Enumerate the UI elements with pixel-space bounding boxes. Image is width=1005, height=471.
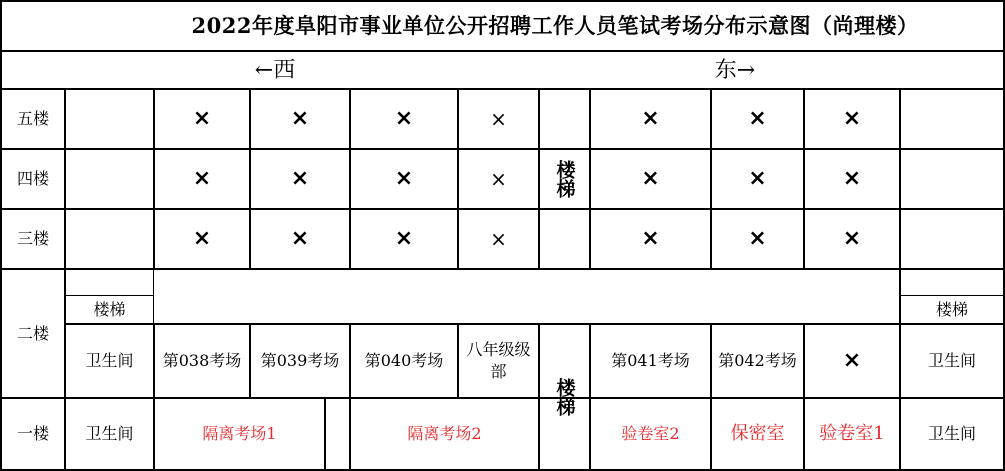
paper-check-room-2: 验卷室2: [621, 424, 680, 443]
unavailable-mark: ×: [641, 166, 660, 191]
grade8-office: [459, 325, 538, 397]
unavailable-mark: ×: [192, 166, 212, 191]
stairs-west: 楼梯: [93, 299, 126, 319]
unavailable-mark: ×: [490, 107, 507, 131]
restroom-west-f2: 卫生间: [85, 351, 134, 370]
unavailable-mark: ×: [842, 226, 862, 251]
restroom-west-f1: 卫生间: [85, 424, 134, 443]
unavailable-mark: ×: [192, 226, 212, 251]
unavailable-mark: ×: [748, 166, 767, 191]
floor-label-5: 五楼: [16, 109, 49, 128]
restroom-east-f2: 卫生间: [927, 351, 976, 370]
unavailable-mark: ×: [394, 106, 414, 131]
page-title: 2022年度阜阳市事业单位公开招聘工作人员笔试考场分布示意图（尚理楼）: [191, 13, 919, 38]
exam-room-039: 第039考场: [260, 351, 340, 370]
floor-label-1: 一楼: [16, 424, 49, 443]
grid-line: [0, 50, 1005, 52]
unavailable-mark: ×: [394, 166, 414, 191]
unavailable-mark: ×: [490, 227, 507, 251]
floor-label-4: 四楼: [16, 169, 49, 188]
exam-room-038: 第038考场: [162, 351, 242, 370]
secrecy-room: 保密室: [730, 423, 785, 444]
grid-line: [153, 268, 154, 323]
unavailable-mark: ×: [748, 226, 767, 251]
unavailable-mark: ×: [290, 166, 310, 191]
grid-line: [0, 268, 1005, 270]
unavailable-mark: ×: [641, 226, 660, 251]
unavailable-mark: ×: [290, 106, 310, 131]
floor-label-2: 二楼: [16, 323, 49, 343]
stairwell-label: 楼梯: [553, 378, 576, 416]
unavailable-mark: ×: [842, 166, 862, 191]
unavailable-mark: ×: [394, 226, 414, 251]
exam-room-040: 第040考场: [364, 351, 444, 370]
unavailable-mark: ×: [842, 106, 862, 131]
unavailable-mark: ×: [641, 106, 660, 131]
restroom-east-f1: 卫生间: [927, 424, 976, 443]
stairwell-label: 楼梯: [553, 160, 576, 198]
isolation-room-1: 隔离考场1: [202, 424, 277, 443]
unavailable-mark: ×: [192, 106, 212, 131]
direction-east: 东→: [714, 58, 756, 83]
direction-west: ←西: [254, 58, 296, 83]
unavailable-mark: ×: [290, 226, 310, 251]
grade8-office-label: 八年级级部: [466, 340, 531, 381]
stairs-east: 楼梯: [935, 299, 968, 319]
grid-line: [324, 397, 326, 471]
stairwell-upper: [540, 90, 589, 268]
isolation-room-2: 隔离考场2: [407, 424, 482, 443]
stairwell-lower: [540, 325, 589, 469]
exam-room-041: 第041考场: [611, 351, 690, 370]
floor-label-3: 三楼: [16, 229, 49, 248]
exam-room-042: 第042考场: [718, 351, 797, 370]
paper-check-room-1: 验卷室1: [819, 423, 885, 444]
unavailable-mark: ×: [748, 106, 767, 131]
unavailable-mark: ×: [490, 167, 507, 191]
unavailable-mark: ×: [842, 348, 862, 373]
